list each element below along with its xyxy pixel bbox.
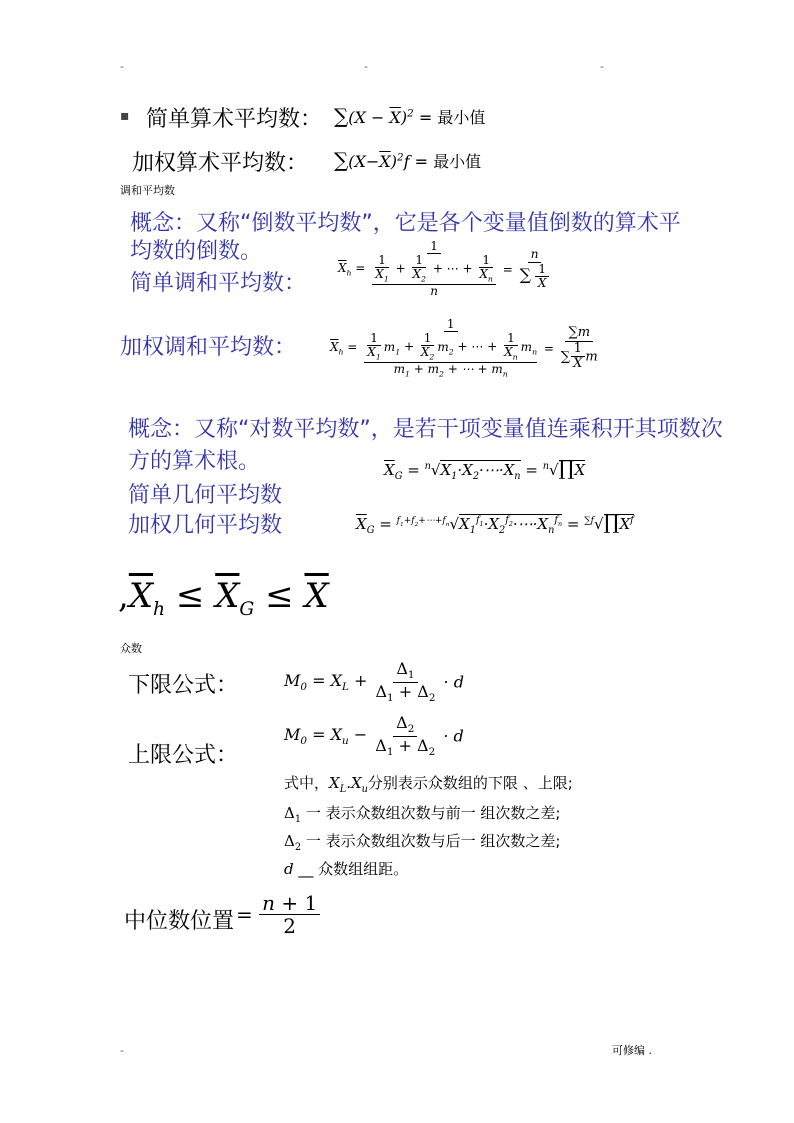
simple-harmonic-label: 简单调和平均数：: [130, 271, 307, 296]
mode-note-line4-text: __ 众数组组距。: [298, 860, 409, 878]
footer-left-dot: -: [120, 1044, 124, 1057]
simple-arith-formula: $\sum(X - \overline{X})^2$ = 最小值: [334, 104, 486, 128]
simple-arith-rhs: = 最小值: [418, 108, 486, 127]
header-dot-right: -: [600, 60, 604, 73]
harmonic-concept-line2: 均数的倒数。: [130, 239, 263, 264]
geometric-concept-line1: 概念：又称“对数平均数”，是若干项变量值连乘积开其项数次: [128, 417, 723, 442]
mode-note-line2: $\Delta_1$ 一 表示众数组次数与前一 组次数之差;: [284, 804, 561, 825]
mode-note-line3-text: 一 表示众数组次数与后一 组次数之差;: [305, 832, 561, 850]
harmonic-concept-line1: 概念：又称“倒数平均数”，它是各个变量值倒数的算术平: [130, 211, 681, 236]
weighted-harmonic-formula: $\overline{X}_h$ = 1 $\frac{1}{X_1}$ $m_1$ + $\frac{1}{X_2}$ $m_2$ + ⋯ + $\frac{1}{X_n}$ $m_n$ $m_1 + m_2$ + ⋯ + $m_n$ = ∑m ∑ $\frac{1}{X}$ m: [330, 317, 598, 379]
median-formula: = $\frac{n + 1}{2}$: [236, 892, 320, 937]
mode-note-line1: 式中，$X_L.X_u$分别表示众数组的下限 、上限;: [284, 774, 573, 795]
mode-lower-formula: $M_0 = X_L$ + $\frac{\Delta_1}{\Delta_1 + \Delta_2}$ · d: [284, 659, 464, 704]
mode-note-prefix: 式中，: [284, 774, 330, 792]
heading-harmonic: 调和平均数: [120, 184, 175, 197]
simple-geometric-formula: $\overline{X}_G$ = $^n√X_1\cdot X_2\cdot\cdots\cdot X_n$ = $^n$√∏X: [384, 456, 586, 482]
mean-inequality: $,\overline{X}_h \le \overline{X}_G \le \overline{X}$: [118, 576, 329, 620]
simple-geometric-label: 简单几何平均数: [128, 483, 283, 508]
weighted-harmonic-label: 加权调和平均数：: [120, 335, 297, 360]
mode-upper-formula: $M_0 = X_u$ − $\frac{\Delta_2}{\Delta_1 + \Delta_2}$ · d: [284, 713, 464, 758]
bullet-icon: ▪: [120, 108, 130, 124]
heading-mode: 众数: [120, 642, 142, 655]
mode-note-line4: d __ 众数组组距。: [284, 860, 409, 878]
weighted-geometric-formula: $\overline{X}_G$ = $^{f_1+f_2+\cdots+f_n}√X_1^{f_1}\cdot X_2^{f_2}\cdot\cdots\cdot X_n^{f_n}$ = $^{\sum f}√\prod X^f$: [356, 510, 634, 536]
header-dot-left: -: [120, 60, 124, 73]
geometric-concept-line2: 方的算术根。: [128, 449, 261, 474]
weighted-arith-formula: $\sum(X-\overline{X})^2f$ = 最小值: [334, 148, 482, 172]
simple-harmonic-formula: $\overline{X}_h$ = 1 $\frac{1}{X_1}$ + $\frac{1}{X_2}$ + ⋯ + $\frac{1}{X_n}$ n = n ∑ $\frac{1}{X}$: [338, 240, 552, 299]
mode-lower-label: 下限公式：: [128, 673, 239, 698]
footer-right-text: 可修编 .: [612, 1044, 652, 1057]
mode-note-line2-text: 一 表示众数组次数与前一 组次数之差;: [305, 804, 561, 822]
simple-arith-label: 简单算术平均数：: [146, 107, 323, 132]
weighted-arith-rhs: = 最小值: [414, 152, 482, 171]
header-dot-center: -: [364, 60, 368, 73]
mode-upper-label: 上限公式：: [128, 743, 239, 768]
mode-note-line1-suffix: 分别表示众数组的下限 、上限;: [367, 774, 573, 792]
median-label: 中位数位置: [124, 909, 235, 934]
weighted-geometric-label: 加权几何平均数: [128, 513, 283, 538]
weighted-arith-label: 加权算术平均数：: [132, 151, 309, 176]
mode-note-line3: $\Delta_2$ 一 表示众数组次数与后一 组次数之差;: [284, 832, 561, 853]
